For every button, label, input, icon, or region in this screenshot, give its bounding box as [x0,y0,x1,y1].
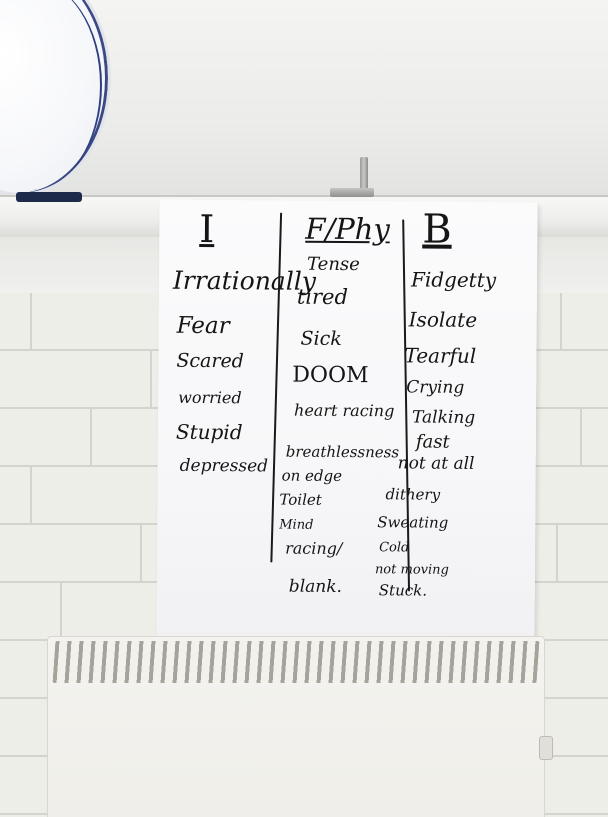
f-item: DOOM [292,362,369,389]
header-i: I [199,206,215,252]
f-item: Sick [300,327,342,350]
f-item: breathlessness [285,442,400,462]
i-item: worried [178,387,242,408]
f-item: on edge [281,466,343,485]
brick-joint [556,525,558,582]
f-item: blank. [288,576,343,597]
radiator-grille [53,641,540,683]
b-item: Talking [411,407,476,428]
brick-joint [580,409,582,466]
b-item: Fidgetty [410,267,497,293]
f-item: tired [296,284,349,310]
b-item: Sweating [377,513,449,532]
whiteboard-marker [16,192,82,202]
f-item: Mind [279,517,314,533]
b-item: Crying [406,377,465,398]
f-item: heart racing [294,400,395,421]
b-item: dithery [385,485,441,504]
b-item: Stuck. [378,581,428,600]
brick-joint [90,409,92,466]
i-item: Fear [176,312,230,340]
brick-joint [560,293,562,350]
flipchart-sheet [156,200,537,643]
f-item: Toilet [279,490,322,509]
brick-joint [140,525,142,582]
brick-joint [150,351,152,408]
b-item: fast [415,431,450,453]
flipchart-hook-bar [330,188,374,197]
i-item: Stupid [175,419,243,445]
b-item: not moving [374,562,449,578]
i-item: Scared [176,349,244,373]
column-divider-left [270,213,282,563]
header-b: B [422,206,452,253]
header-f-phy: F/Phy [305,211,390,247]
b-item: Tearful [404,343,477,368]
brick-joint [30,293,32,350]
b-item: not at all [397,453,475,474]
f-item: racing/ [285,538,343,558]
column-divider-right [402,219,410,591]
i-item: depressed [179,455,269,477]
brick-joint [60,583,62,640]
brick-joint [30,467,32,524]
i-item: Irrationally [172,265,316,296]
f-item: Tense [307,253,360,276]
b-item: Cold [379,540,410,556]
radiator [47,636,545,817]
radiator-valve-cap [539,736,553,760]
b-item: Isolate [408,307,478,332]
